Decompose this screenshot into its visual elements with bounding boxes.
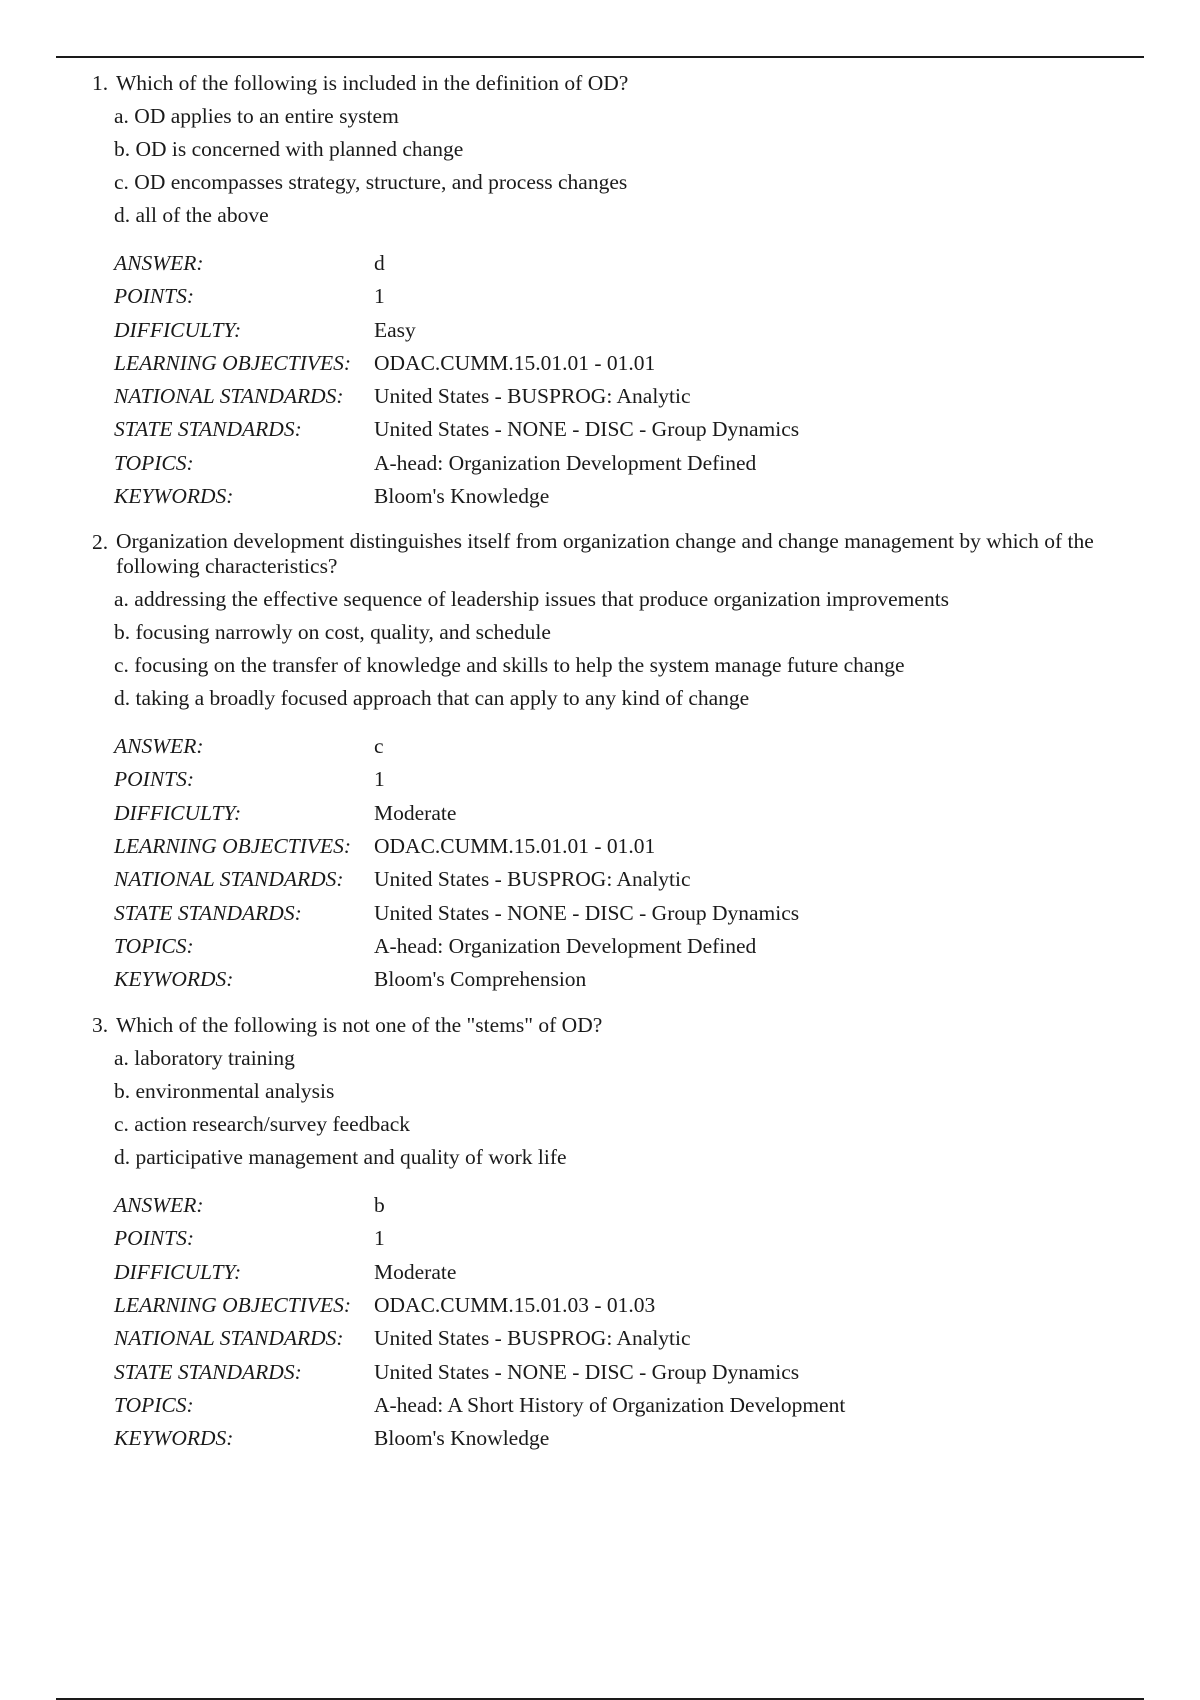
national-standards-label: NATIONAL STANDARDS: [114,867,344,892]
question-text: Organization development distinguishes itself from organization change and change management by which of the following characteristics? [116,529,1094,579]
learning-objectives-value: ODAC.CUMM.15.01.01 - 01.01 [374,833,656,858]
state-standards-value: United States - NONE - DISC - Group Dynamics [374,1359,800,1384]
topics-value: A-head: A Short History of Organization Development [374,1392,846,1417]
answer-value: c [374,734,384,759]
answer-label: ANSWER: [114,734,204,759]
topics-label: TOPICS: [114,933,194,958]
points-label: POINTS: [114,767,195,792]
answer-options [114,1045,1112,1170]
question-list [92,70,1112,1451]
option-c: c. focusing on the transfer of knowledge and skills to help the system manage future change [114,653,905,678]
question-stem [92,1012,1112,1038]
question-2 [92,529,1112,992]
answer-label: ANSWER: [114,1193,204,1218]
question-stem [92,70,1112,96]
state-standards-value: United States - NONE - DISC - Group Dynamics [374,900,800,925]
difficulty-label: DIFFICULTY: [114,317,242,342]
points-label: POINTS: [114,284,195,309]
national-standards-label: NATIONAL STANDARDS: [114,1326,344,1351]
option-b: b. OD is concerned with planned change [114,137,464,161]
keywords-label: KEYWORDS: [114,967,234,992]
question-metadata [114,250,1112,509]
learning-objectives-label: LEARNING OBJECTIVES: [114,1293,352,1318]
option-b: b. focusing narrowly on cost, quality, and schedule [114,620,551,645]
national-standards-value: United States - BUSPROG: Analytic [374,867,691,892]
question-3 [92,1012,1112,1451]
answer-value: d [374,251,385,275]
option-a: a. OD applies to an entire system [114,104,399,128]
question-number: 3. [92,1013,109,1038]
option-d: d. participative management and quality of work life [114,1145,567,1170]
learning-objectives-value: ODAC.CUMM.15.01.03 - 01.03 [374,1293,656,1318]
question-text: Which of the following is included in the definition of OD? [116,71,629,95]
difficulty-value: Easy [374,317,416,342]
national-standards-value: United States - BUSPROG: Analytic [374,384,691,409]
learning-objectives-value: ODAC.CUMM.15.01.01 - 01.01 [374,350,656,375]
state-standards-label: STATE STANDARDS: [114,417,302,442]
topics-value: A-head: Organization Development Defined [374,933,757,958]
points-value: 1 [374,767,385,792]
keywords-label: KEYWORDS: [114,484,234,509]
answer-options [114,103,1112,228]
difficulty-label: DIFFICULTY: [114,1259,242,1284]
question-number: 2. [92,530,109,555]
points-value: 1 [374,284,385,309]
answer-value: b [374,1193,385,1218]
question-1 [92,70,1112,509]
answer-options [114,586,1112,711]
keywords-value: Bloom's Knowledge [374,1426,550,1451]
header-rule [56,56,1144,58]
state-standards-label: STATE STANDARDS: [114,900,302,925]
state-standards-label: STATE STANDARDS: [114,1359,302,1384]
option-a: a. addressing the effective sequence of leadership issues that produce organization improvements [114,587,950,612]
points-value: 1 [374,1226,385,1251]
answer-label: ANSWER: [114,251,204,275]
national-standards-value: United States - BUSPROG: Analytic [374,1326,691,1351]
question-number: 1. [92,71,109,95]
learning-objectives-label: LEARNING OBJECTIVES: [114,833,352,858]
learning-objectives-label: LEARNING OBJECTIVES: [114,350,352,375]
option-d: d. all of the above [114,203,269,227]
difficulty-value: Moderate [374,800,457,825]
option-b: b. environmental analysis [114,1079,335,1104]
difficulty-value: Moderate [374,1259,457,1284]
question-metadata [114,1192,1112,1451]
question-metadata [114,733,1112,992]
option-a: a. laboratory training [114,1046,295,1071]
difficulty-label: DIFFICULTY: [114,800,242,825]
topics-value: A-head: Organization Development Defined [374,450,757,475]
state-standards-value: United States - NONE - DISC - Group Dynamics [374,417,800,442]
topics-label: TOPICS: [114,450,194,475]
keywords-label: KEYWORDS: [114,1426,234,1451]
option-c: c. OD encompasses strategy, structure, and process changes [114,170,628,194]
question-stem [92,529,1112,579]
national-standards-label: NATIONAL STANDARDS: [114,384,344,409]
keywords-value: Bloom's Knowledge [374,484,550,509]
question-text: Which of the following is not one of the "stems" of OD? [116,1013,603,1038]
option-c: c. action research/survey feedback [114,1112,411,1137]
keywords-value: Bloom's Comprehension [374,967,587,992]
option-d: d. taking a broadly focused approach that can apply to any kind of change [114,686,750,711]
points-label: POINTS: [114,1226,195,1251]
topics-label: TOPICS: [114,1392,194,1417]
